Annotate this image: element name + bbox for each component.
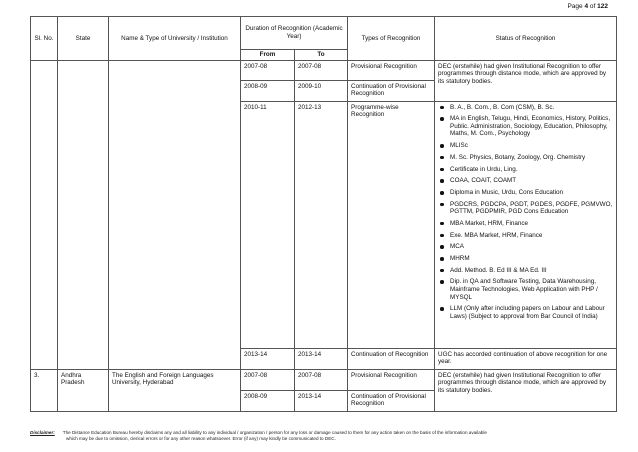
list-item: COAA, COAIT, COAMT <box>438 177 613 185</box>
cell-programmes <box>435 101 617 348</box>
disclaimer <box>30 430 616 442</box>
programme-list <box>438 104 613 321</box>
cell-sl: 3. <box>31 369 58 411</box>
cell-type: Provisional Recognition <box>348 369 435 390</box>
cell-from: 2008-09 <box>241 390 295 411</box>
list-item: B. A., B. Com., B. Com (CSM), B. Sc. <box>438 104 613 112</box>
list-item: Exe. MBA Market, HRM, Finance <box>438 232 613 240</box>
cell-to: 2009-10 <box>295 80 348 101</box>
cell-name: The English and Foreign Languages University, Hyderabad <box>109 369 241 411</box>
header-name-type: Name & Type of University / Institution <box>109 17 241 61</box>
disclaimer-line1: The Distance Education Bureau hereby disclaims any and all liability to any individual / organization / person for any loss or damage caused to them for any action taken on the basis of the information available <box>62 430 487 435</box>
table-row <box>31 369 617 390</box>
table-row <box>31 60 617 80</box>
page-label: Page <box>567 3 583 10</box>
cell-type: Continuation of Provisional Recognition <box>348 390 435 411</box>
page-of-label: of <box>589 3 596 10</box>
list-item: MBA Market, HRM, Finance <box>438 220 613 228</box>
cell-state: Andhra Pradesh <box>58 369 109 411</box>
list-item: Dip. in QA and Software Testing, Data Warehousing, Mainframe Technologies, Web Application with PHP / MYSQL <box>438 278 613 301</box>
page-total: 122 <box>597 3 608 10</box>
page-number <box>567 3 608 10</box>
list-item: PGDCRS, PGDCPA, PGDT, PGDES, PGDFE, PGMVWO, PGTTM, PGDPMIR, PGD Cons Education <box>438 201 613 216</box>
cell-status: UGC has accorded continuation of above recognition for one year. <box>435 348 617 369</box>
cell-type: Provisional Recognition <box>348 60 435 80</box>
cell-type: Continuation of Provisional Recognition <box>348 80 435 101</box>
cell-state <box>58 60 109 369</box>
list-item: Certificate in Urdu, Ling. <box>438 166 613 174</box>
list-item: MA in English, Telugu, Hindi, Economics, History, Politics, Public. Administration, Sociology, Education, Philosophy, Maths, M. Com., Psychology <box>438 115 613 138</box>
cell-from: 2007-08 <box>241 369 295 390</box>
cell-to: 2007-08 <box>295 369 348 390</box>
list-item: Add. Method. B. Ed III & MA Ed. III <box>438 267 613 275</box>
header-state: State <box>58 17 109 61</box>
cell-status: DEC (erstwhile) had given Institutional Recognition to offer programmes through distance mode, which are approved by its statutory bodies. <box>435 369 617 411</box>
list-item: M. Sc. Physics, Botany, Zoology, Org. Chemistry <box>438 154 613 162</box>
cell-to: 2007-08 <box>295 60 348 80</box>
cell-to: 2013-14 <box>295 390 348 411</box>
cell-to: 2012-13 <box>295 101 348 348</box>
page-current: 4 <box>584 3 589 10</box>
disclaimer-label: Disclaimer: <box>30 430 55 435</box>
header-status: Status of Recognition <box>435 17 617 61</box>
list-item: MCA <box>438 243 613 251</box>
header-from: From <box>241 50 295 61</box>
header-sl-no: Sl. No. <box>31 17 58 61</box>
cell-from: 2008-09 <box>241 80 295 101</box>
cell-type: Continuation of Recognition <box>348 348 435 369</box>
cell-sl <box>31 60 58 369</box>
list-item: Diploma in Music, Urdu, Cons Education <box>438 189 613 197</box>
cell-from: 2013-14 <box>241 348 295 369</box>
disclaimer-line2: which may be due to omission, clerical errors or for any other reason whatsoever. Error (if any) may kindly be communicated to DEC. <box>66 436 336 441</box>
cell-status: DEC (erstwhile) had given Institutional Recognition to offer programmes through distance mode, which are approved by its statutory bodies. <box>435 60 617 101</box>
list-item: MLISc <box>438 142 613 150</box>
cell-name <box>109 60 241 369</box>
cell-from: 2007-08 <box>241 60 295 80</box>
cell-to: 2013-14 <box>295 348 348 369</box>
recognition-table <box>30 16 617 412</box>
list-item: MHRM <box>438 255 613 263</box>
cell-type: Programme-wise Recognition <box>348 101 435 348</box>
list-item: LLM (Only after including papers on Labour and Labour Laws) (Subject to approval from Bar Council of India) <box>438 305 613 320</box>
cell-from: 2010-11 <box>241 101 295 348</box>
header-duration: Duration of Recognition (Academic Year) <box>241 17 348 50</box>
header-to: To <box>295 50 348 61</box>
header-types: Types of Recognition <box>348 17 435 61</box>
